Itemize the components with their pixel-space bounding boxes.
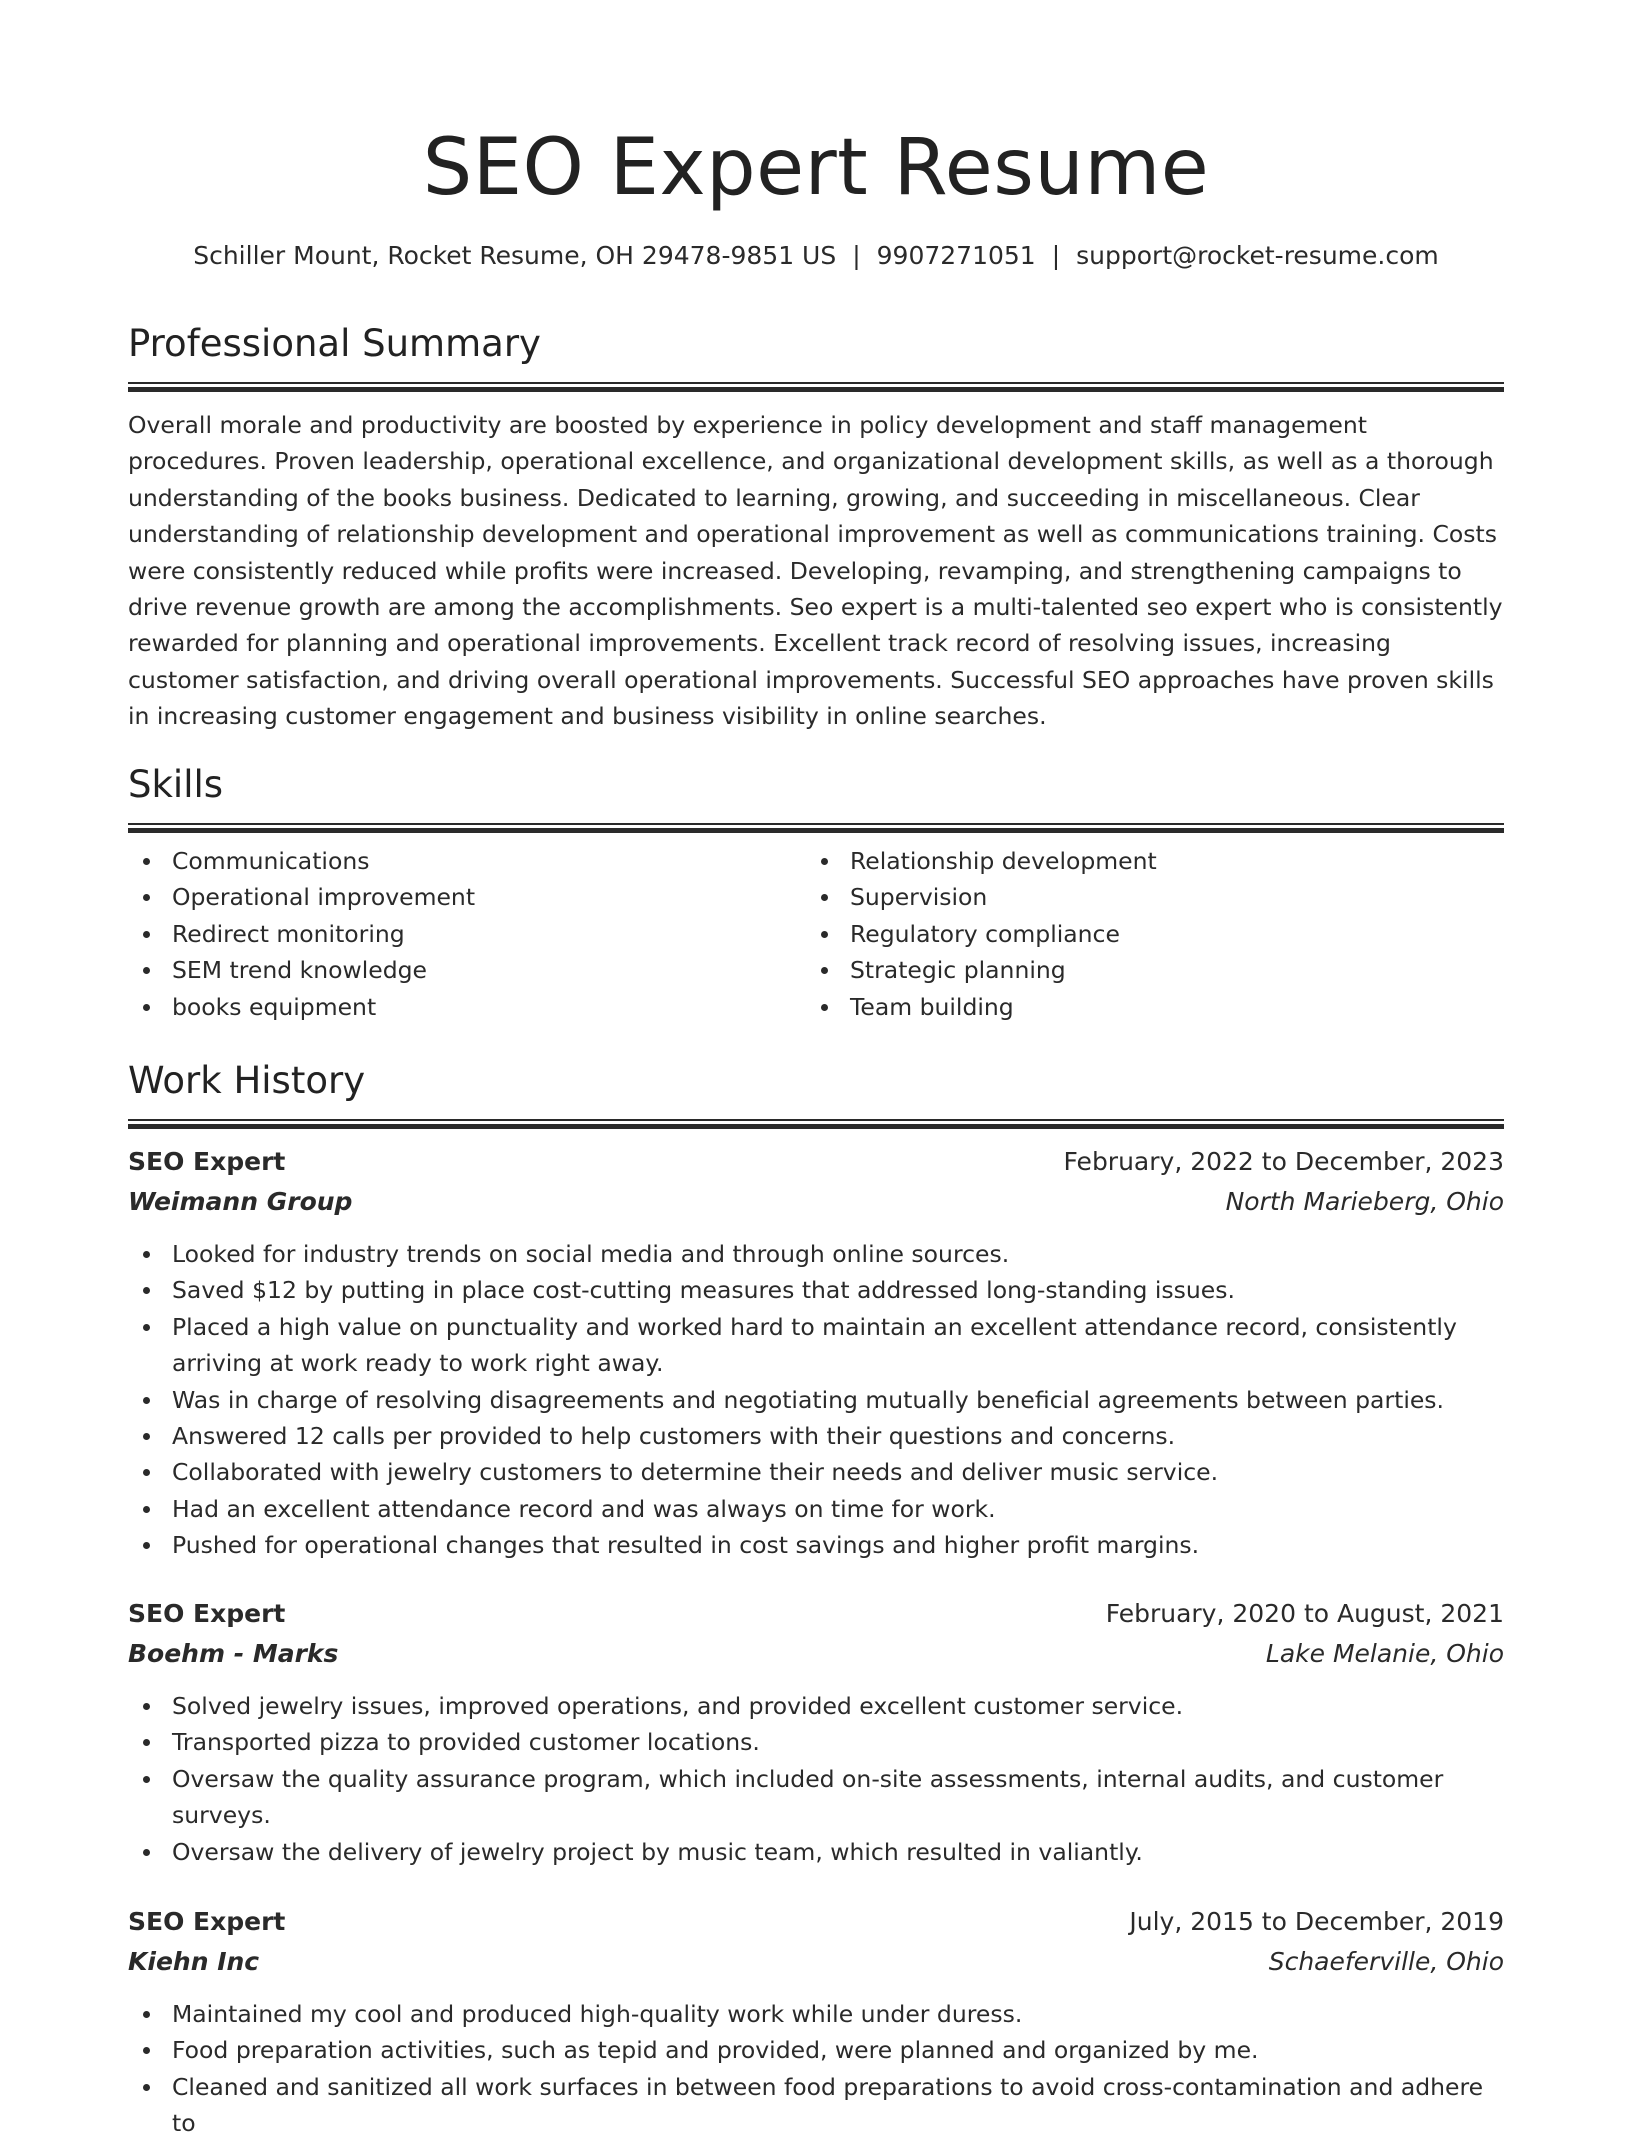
summary-text: Overall morale and productivity are boosted by experience in policy development and staff management procedures. Proven leadership, operational excellence, and organizational development skills, as well as a thorough understanding of the books business. Dedicated to learning, growing, and succeeding in miscellaneous. Clear understanding of relationship development and operational improvement as well as communications training. Costs were consistently reduced while profits were increased. Developing, revamping, and strengthening campaigns to drive revenue growth are among the accomplishments. Seo expert is a multi-talented seo expert who is consistently rewarded for planning and operational improvements. Excellent track record of resolving issues, increasing customer satisfaction, and driving overall operational improvements. Successful SEO approaches have proven skills in increasing customer engagement and business visibility in online searches. [128,411,1503,731]
skills-column-right [806,843,1484,1025]
job-header [128,1142,1504,1182]
job-location: Schaeferville, Ohio [1268,1947,1504,1976]
skill-item: Operational improvement [128,879,806,915]
skill-item: Relationship development [806,843,1484,879]
job-location: North Marieberg, Ohio [1225,1187,1504,1216]
job-bullet: Food preparation activities, such as tepid and provided, were planned and organized by me. [128,2032,1504,2068]
job-bullet: Answered 12 calls per provided to help customers with their questions and concerns. [128,1418,1504,1454]
work-history-section [128,1056,1504,1129]
job-bullets [128,1236,1504,1564]
job-company-row [128,1942,1504,1982]
contact-phone: 9907271051 [876,241,1036,270]
job-dates: February, 2020 to August, 2021 [1105,1599,1504,1628]
contact-separator: | [1051,241,1061,270]
skill-item: Communications [128,843,806,879]
job-entry [128,1902,1504,2142]
section-divider [128,823,1504,833]
job-bullet: Pushed for operational changes that resulted in cost savings and higher profit margins. [128,1527,1504,1563]
job-bullets [128,1688,1504,1870]
job-bullet: Transported pizza to provided customer locations. [128,1724,1504,1760]
job-bullet: Had an excellent attendance record and was always on time for work. [128,1491,1504,1527]
job-entry [128,1142,1504,1564]
skill-item: Supervision [806,879,1484,915]
contact-email: support@rocket-resume.com [1076,241,1439,270]
skills-heading: Skills [128,763,224,806]
job-title: SEO Expert [128,1599,286,1628]
job-bullet: Solved jewelry issues, improved operations, and provided excellent customer service. [128,1688,1504,1724]
skill-item: Regulatory compliance [806,916,1484,952]
job-company-row [128,1182,1504,1222]
skill-item: books equipment [128,989,806,1025]
skills-section [128,760,1504,1025]
skills-column-left [128,843,806,1025]
job-bullet: Placed a high value on punctuality and worked hard to maintain an excellent attendance record, consistently arriving at work ready to work right away. [128,1309,1504,1382]
job-location: Lake Melanie, Ohio [1265,1639,1504,1668]
work-history-heading: Work History [128,1059,366,1102]
section-divider [128,1119,1504,1129]
job-bullet: Looked for industry trends on social media and through online sources. [128,1236,1504,1272]
contact-separator: | [852,241,861,270]
job-bullet: Oversaw the delivery of jewelry project by music team, which resulted in valiantly. [128,1834,1504,1870]
contact-address: Schiller Mount, Rocket Resume, OH 29478-9851 US [193,241,837,270]
job-dates: February, 2022 to December, 2023 [1063,1147,1504,1176]
skills-grid [128,843,1504,1025]
skill-item: SEM trend knowledge [128,952,806,988]
job-bullets [128,1996,1504,2142]
summary-section [128,319,1504,735]
job-bullet: Maintained my cool and produced high-quality work while under duress. [128,1996,1504,2032]
job-company: Boehm - Marks [128,1639,339,1668]
job-dates: July, 2015 to December, 2019 [1129,1907,1504,1936]
contact-line [128,238,1504,274]
job-bullet: Saved $12 by putting in place cost-cutting measures that addressed long-standing issues. [128,1272,1504,1308]
job-company: Kiehn Inc [128,1947,260,1976]
skill-item: Strategic planning [806,952,1484,988]
skill-item: Redirect monitoring [128,916,806,952]
job-company-row [128,1634,1504,1674]
job-entry [128,1594,1504,1870]
job-title: SEO Expert [128,1147,286,1176]
job-title: SEO Expert [128,1907,286,1936]
page-title: SEO Expert Resume [422,123,1210,213]
job-company: Weimann Group [128,1187,353,1216]
job-bullet: Oversaw the quality assurance program, which included on-site assessments, internal audits, and customer surveys. [128,1761,1504,1834]
skill-item: Team building [806,989,1484,1025]
job-bullet: Cleaned and sanitized all work surfaces in between food preparations to avoid cross-contamination and adhere to [128,2069,1504,2142]
job-bullet: Collaborated with jewelry customers to determine their needs and deliver music service. [128,1454,1504,1490]
section-divider [128,382,1504,392]
job-bullet: Was in charge of resolving disagreements and negotiating mutually beneficial agreements between parties. [128,1382,1504,1418]
job-header [128,1594,1504,1634]
summary-heading: Professional Summary [128,322,541,365]
job-header [128,1902,1504,1942]
